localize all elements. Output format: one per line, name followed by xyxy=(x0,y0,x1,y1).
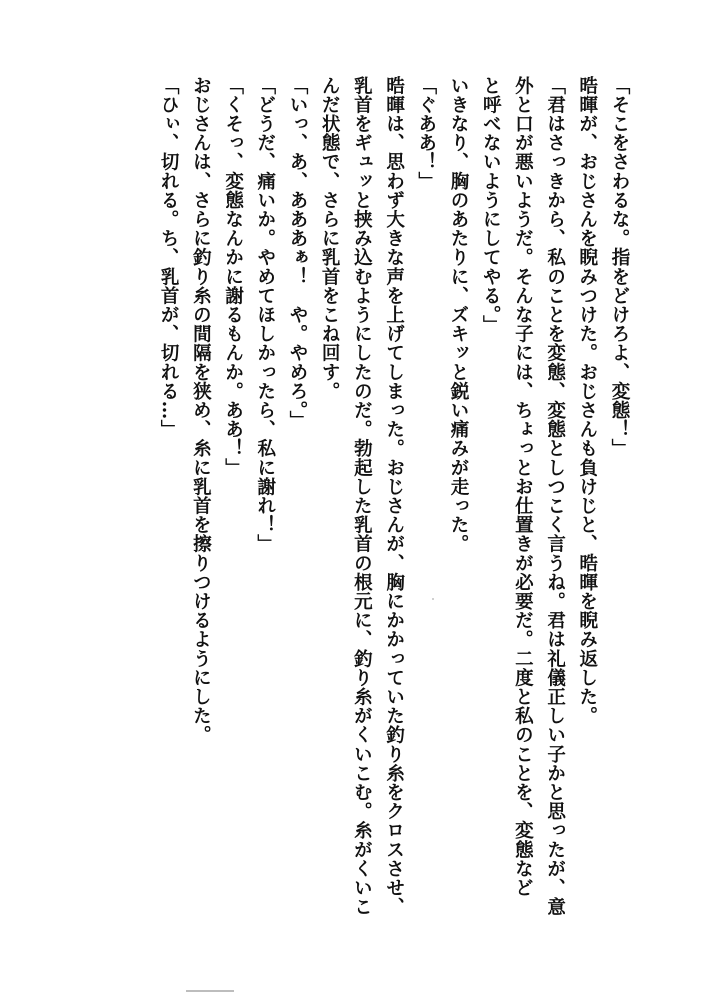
text-line: 「君はさっきから、私のことを変態、変態としつこく言うね。君は礼儀正しい子かと思ったが、意 xyxy=(544,76,566,917)
text-line: 「そこをさわるな。指をどけろよ、変態！」 xyxy=(609,76,630,458)
text-line: 「ひぃ、切れる。ち、乳首が、切れる…」 xyxy=(158,76,180,439)
text-line: 「いっ、あ、あああぁ！ や。やめろ。」 xyxy=(286,76,308,430)
vertical-text-block xyxy=(152,76,635,956)
scan-speck xyxy=(432,598,434,600)
text-line: 「どうだ、痛いか。やめてほしかったら、私に謝れ！」 xyxy=(254,76,276,554)
scan-mark xyxy=(186,990,234,992)
text-line: んだ状態で、さらに乳首をこね回す。 xyxy=(319,76,341,401)
text-line: 晧暉が、おじさんを睨みつけた。おじさんも負けじと、晧暉を睨み返した。 xyxy=(576,76,598,726)
text-line: 「くそっ、変態なんかに謝るもんか。ああ！」 xyxy=(222,76,244,478)
text-line: と呼べないようにしてやる。」 xyxy=(480,76,502,335)
text-line: 晧暉は、思わず大きな声を上げてしまった。おじさんが、胸にかかっていた釣り糸をクロスさせ、 xyxy=(383,76,405,917)
text-line: 乳首をギュッと挟み込むようにしたのだ。勃起した乳首の根元に、釣り糸がくいこむ。糸がくいこ xyxy=(351,76,373,917)
text-line: おじさんは、さらに釣り糸の間隔を狭め、糸に乳首を擦りつけるようにした。 xyxy=(190,76,212,745)
text-line: 「ぐああ！」 xyxy=(415,76,437,191)
text-line: 外と口が悪いようだ。そんな子には、ちょっとお仕置きが必要だ。二度と私のことを、変態など xyxy=(512,76,534,898)
text-line: いきなり、胸のあたりに、ズキッと鋭い痛みが走った。 xyxy=(447,76,469,554)
